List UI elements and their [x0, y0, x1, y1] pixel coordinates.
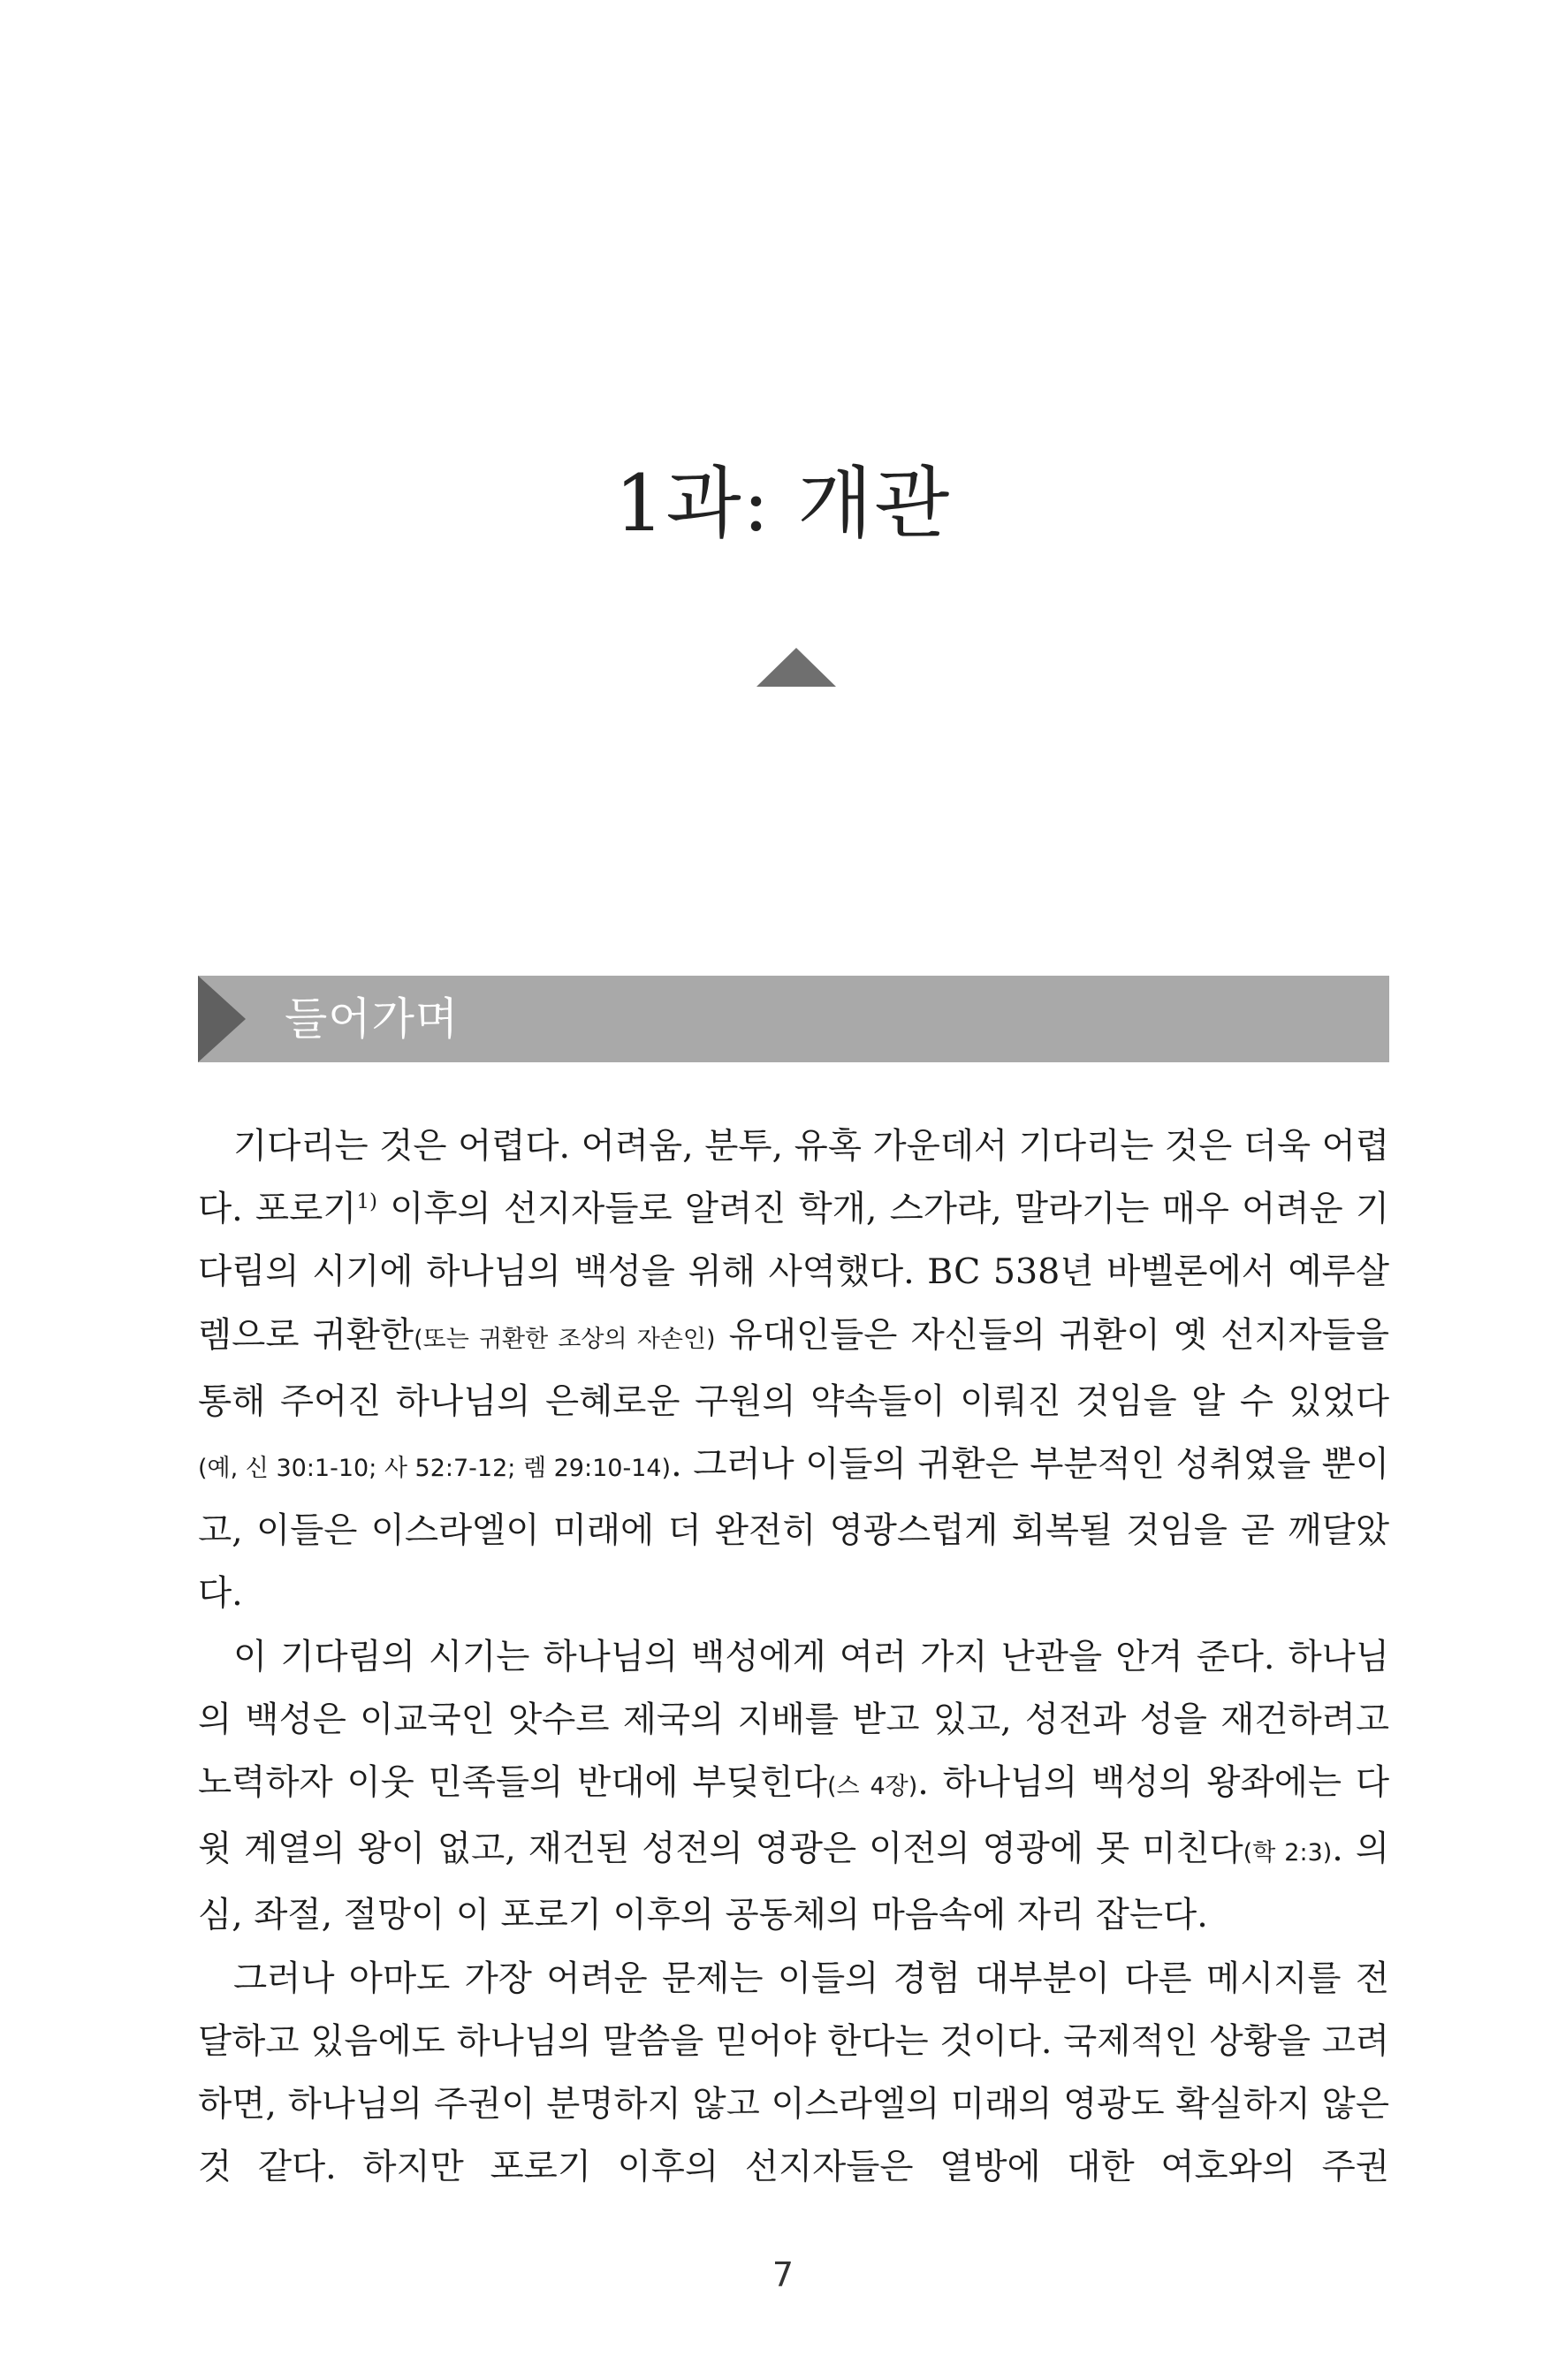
chapter-title: 1과: 개관 — [614, 458, 952, 549]
paragraph-text: . 하나님의 백성의 왕좌에는 다윗 계열의 왕이 없고, 재건된 성전의 영광은 이전의 영광에 못 미친다 — [198, 1762, 1389, 1870]
paragraph-text: . 의심, 좌절, 절망이 이 포로기 이후의 공동체의 마음속에 자리 잡는다. — [198, 1829, 1389, 1936]
paragraph-text: 이 기다림의 시기는 하나님의 백성에게 여러 가지 난관을 안겨 준다. 하나님의 백성은 이교국인 앗수르 제국의 지배를 받고 있고, 성전과 성을 재건하려고 노력하자 이웃 민족들의 반대에 부딪힌다 — [198, 1636, 1389, 1804]
paragraph-text: 유대인들은 자신들의 귀환이 옛 선지자들을 통해 주어진 하나님의 은혜로운 구원의 약속들이 이뤄진 것임을 알 수 있었다 — [198, 1314, 1390, 1422]
paragraph-text: 이후의 선지자들로 알려진 학개, 스가랴, 말라기는 매우 어려운 기다림의 시기에 하나님의 백성을 위해 사역했다. BC 538년 바벨론에서 예루살렘으로 귀환한 — [198, 1189, 1389, 1356]
body-text — [198, 1115, 1389, 2199]
scripture-reference: (예, 신 30:1-10; 사 52:7-12; 렘 29:10-14) — [198, 1455, 672, 1483]
paragraph-3 — [198, 1948, 1389, 2200]
page-number: 7 — [772, 2255, 794, 2294]
paragraph-1 — [198, 1115, 1389, 1626]
scripture-reference: (스 4장) — [826, 1773, 918, 1801]
paragraph-2 — [198, 1626, 1389, 1948]
section-header-bar — [198, 976, 1389, 1062]
paragraph-text: . 그러나 이들의 귀환은 부분적인 성취였을 뿐이고, 이들은 이스라엘이 미래에 더 완전히 영광스럽게 회복될 것임을 곧 깨달았다. — [198, 1444, 1389, 1615]
section-title: 들어가며 — [285, 993, 460, 1045]
scripture-reference: (학 2:3) — [1243, 1839, 1333, 1867]
parenthetical-note: (또는 귀환한 조상의 자손인) — [414, 1325, 716, 1353]
paragraph-text: 기다리는 것은 어렵다. 어려움, 분투, 유혹 가운데서 기다리는 것은 더욱 어렵다. 포로기 — [198, 1126, 1389, 1230]
title-triangle-ornament — [756, 648, 836, 687]
paragraph-text: 그러나 아마도 가장 어려운 문제는 이들의 경험 대부분이 다른 메시지를 전달하고 있음에도 하나님의 말씀을 믿어야 한다는 것이다. 국제적인 상황을 고려하면, 하나님의 주권이 분명하지 않고 이스라엘의 미래의 영광도 확실하지 않은 것 같다. 하지만 포로기 이후의 선지자들은 열방에 대한 여호와의 주권 — [198, 1958, 1389, 2188]
arrow-icon — [198, 976, 246, 1062]
footnote-marker: 1) — [356, 1190, 377, 1214]
